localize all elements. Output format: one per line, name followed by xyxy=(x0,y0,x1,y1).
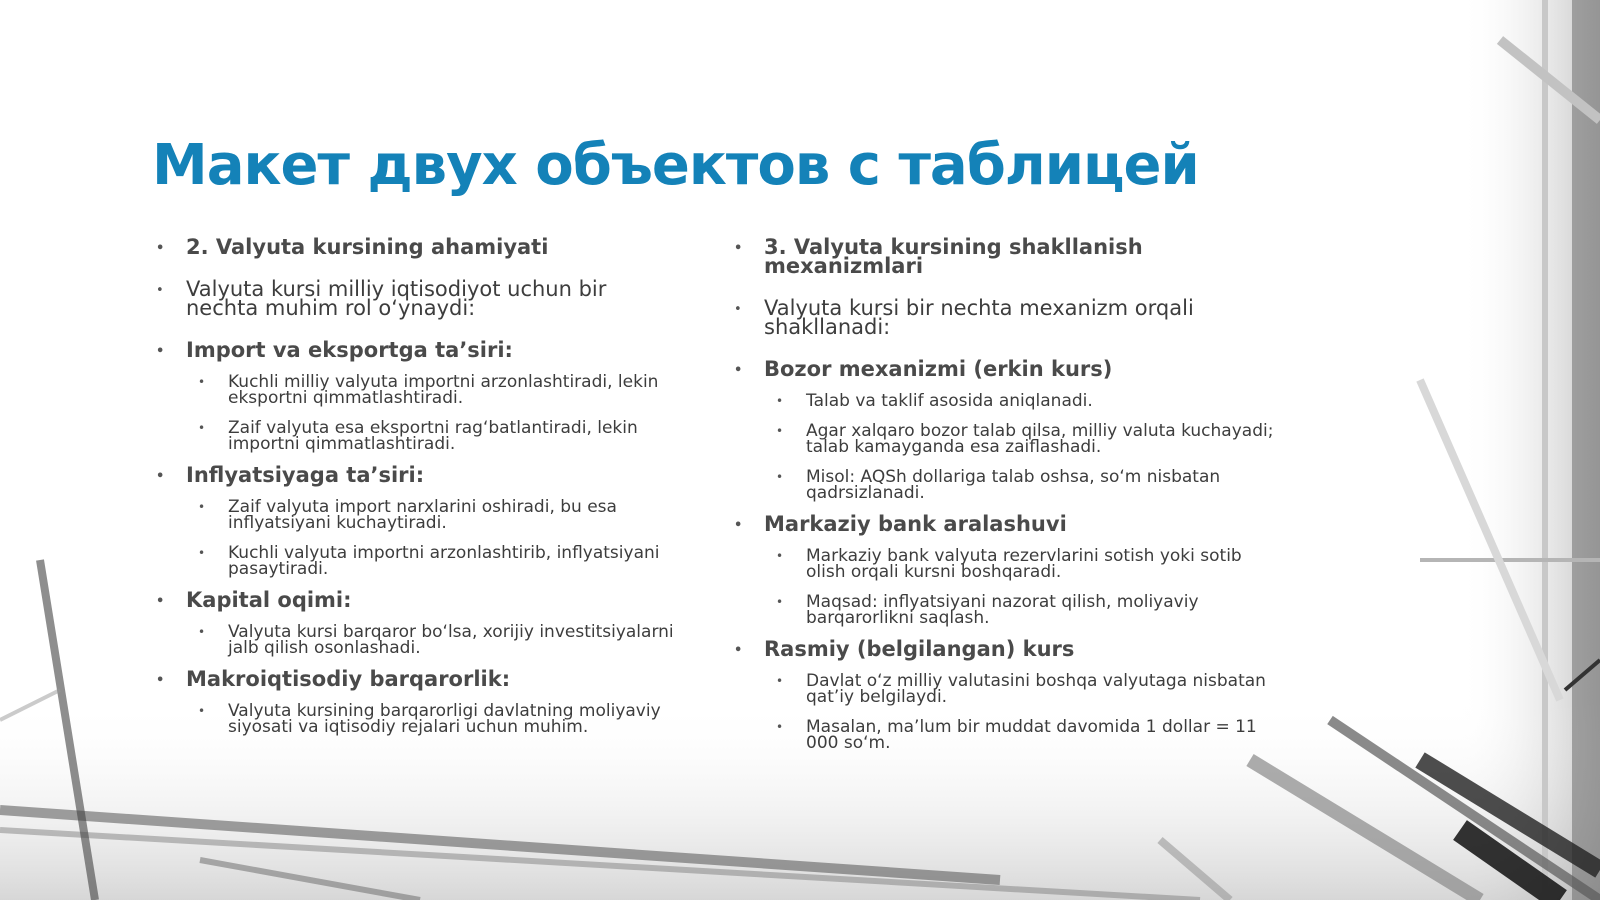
left-section-stability xyxy=(156,667,676,737)
right-section-central-bank xyxy=(734,512,1274,628)
right-section-official-rate xyxy=(734,637,1274,753)
list-item: • Talab va taklif asosida aniqlanadi. xyxy=(734,393,1274,409)
section-title: • Makroiqtisodiy barqarorlik: xyxy=(156,670,676,689)
left-section-inflation xyxy=(156,463,676,579)
right-section-market xyxy=(734,357,1274,503)
section-title: • Bozor mexanizmi (erkin kurs) xyxy=(734,360,1274,379)
slide-title: Макет двух объектов с таблицей xyxy=(152,133,1199,198)
list-item: • Agar xalqaro bozor talab qilsa, milliy valuta kuchayadi; talab kamayganda esa zaiflashadi. xyxy=(734,423,1274,455)
list-item: • Masalan, ma’lum bir muddat davomida 1 dollar = 11 000 so‘m. xyxy=(734,719,1274,751)
left-intro: • Valyuta kursi milliy iqtisodiyot uchun bir nechta muhim rol o‘ynaydi: xyxy=(156,280,676,318)
section-title: • Markaziy bank aralashuvi xyxy=(734,515,1274,534)
list-item: • Valyuta kursi barqaror bo‘lsa, xorijiy investitsiyalarni jalb qilish osonlashadi. xyxy=(156,624,676,656)
list-item: • Zaif valyuta esa eksportni rag‘batlantiradi, lekin importni qimmatlashtiradi. xyxy=(156,420,676,452)
right-column xyxy=(734,235,1274,765)
section-title: • Inflyatsiyaga ta’siri: xyxy=(156,466,676,485)
list-item: • Kuchli valyuta importni arzonlashtirib, inflyatsiyani pasaytiradi. xyxy=(156,545,676,577)
left-section-import xyxy=(156,338,676,454)
left-heading: • 2. Valyuta kursining ahamiyati xyxy=(156,238,676,257)
list-item: • Markaziy bank valyuta rezervlarini sotish yoki sotib olish orqali kursni boshqaradi. xyxy=(734,548,1274,580)
list-item: • Davlat o‘z milliy valutasini boshqa valyutaga nisbatan qat’iy belgilaydi. xyxy=(734,673,1274,705)
left-column xyxy=(156,235,676,749)
left-section-capital xyxy=(156,588,676,658)
list-item: • Kuchli milliy valyuta importni arzonlashtiradi, lekin eksportni qimmatlashtiradi. xyxy=(156,374,676,406)
section-title: • Rasmiy (belgilangan) kurs xyxy=(734,640,1274,659)
section-title: • Import va eksportga ta’siri: xyxy=(156,341,676,360)
list-item: • Zaif valyuta import narxlarini oshiradi, bu esa inflyatsiyani kuchaytiradi. xyxy=(156,499,676,531)
list-item: • Maqsad: inflyatsiyani nazorat qilish, moliyaviy barqarorlikni saqlash. xyxy=(734,594,1274,626)
list-item: • Misol: AQSh dollariga talab oshsa, so‘m nisbatan qadrsizlanadi. xyxy=(734,469,1274,501)
section-title: • Kapital oqimi: xyxy=(156,591,676,610)
right-heading: • 3. Valyuta kursining shakllanish mexanizmlari xyxy=(734,238,1274,276)
right-intro: • Valyuta kursi bir nechta mexanizm orqali shakllanadi: xyxy=(734,299,1274,337)
list-item: • Valyuta kursining barqarorligi davlatning moliyaviy siyosati va iqtisodiy rejalari uchun muhim. xyxy=(156,703,676,735)
